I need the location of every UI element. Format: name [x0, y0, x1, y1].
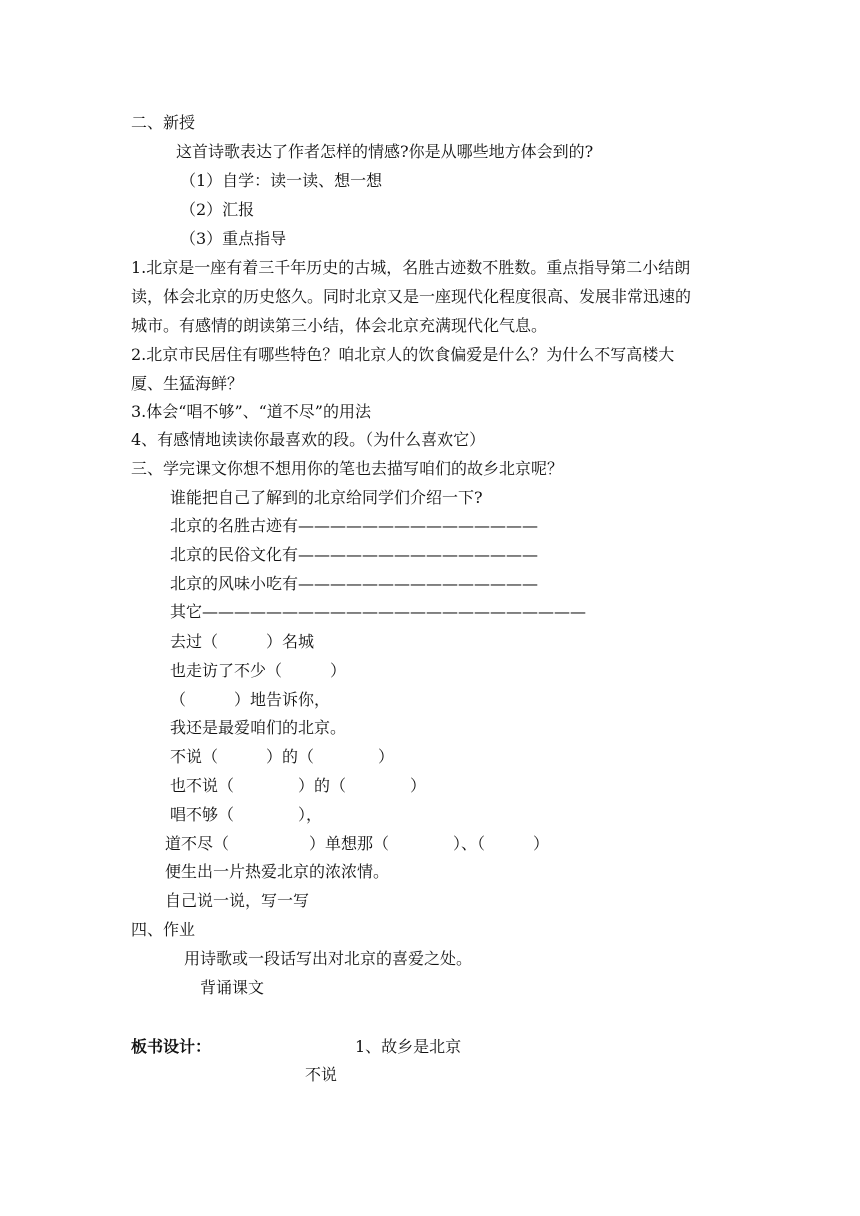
fill-line-4: 其它———————————————————————— [170, 602, 587, 621]
section-4-heading: 四、作业 [131, 920, 196, 939]
board-design-item: 不说 [305, 1065, 338, 1084]
homework-task-1: 用诗歌或一段话写出对北京的喜爱之处。 [184, 949, 473, 968]
point-1-line-1: 1.北京是一座有着三千年历史的古城，名胜古迹数不胜数。重点指导第二小结朗 [131, 258, 691, 277]
section-2-heading: 二、新授 [131, 113, 196, 132]
poem-line-2: 也走访了不少（ ） [170, 661, 347, 680]
poem-line-9: 便生出一片热爱北京的浓浓情。 [165, 862, 390, 881]
board-design-label: 板书设计： [131, 1037, 212, 1056]
section-3-heading: 三、学完课文你想不想用你的笔也去描写咱们的故乡北京呢？ [131, 459, 564, 478]
poem-line-4: 我还是最爱咱们的北京。 [170, 718, 347, 737]
point-1-line-2: 读，体会北京的历史悠久。同时北京又是一座现代化程度很高、发展非常迅速的 [131, 287, 692, 306]
poem-line-5: 不说（ ）的（ ） [170, 747, 395, 766]
poem-line-6: 也不说（ ）的（ ） [170, 776, 427, 795]
fill-line-3: 北京的风味小吃有——————————————— [170, 574, 539, 593]
point-2-line-1: 2.北京市民居住有哪些特色？咱北京人的饮食偏爱是什么？为什么不写高楼大 [131, 345, 675, 364]
point-2-line-2: 厦、生猛海鲜？ [131, 374, 244, 393]
step-1: （1）自学：读一读、想一想 [180, 171, 383, 190]
poem-line-8: 道不尽（ ）单想那（ ）、（ ） [165, 834, 550, 853]
poem-line-10: 自己说一说，写一写 [165, 891, 310, 910]
step-3: （3）重点指导 [180, 229, 287, 248]
point-3: 3.体会“唱不够”、“道不尽”的用法 [131, 402, 371, 421]
section-2-question: 这首诗歌表达了作者怎样的情感?你是从哪些地方体会到的? [176, 142, 594, 161]
point-1-line-3: 城市。有感情的朗读第三小结，体会北京充满现代化气息。 [131, 316, 548, 335]
poem-line-3: （ ）地告诉你， [170, 690, 331, 709]
homework-task-2: 背诵课文 [200, 978, 265, 997]
fill-line-1: 北京的名胜古迹有——————————————— [170, 516, 539, 535]
board-design-title: 1、故乡是北京 [355, 1037, 462, 1056]
fill-line-2: 北京的民俗文化有——————————————— [170, 545, 539, 564]
point-4: 4、有感情地读读你最喜欢的段。（为什么喜欢它） [131, 430, 486, 449]
poem-line-1: 去过（ ）名城 [170, 632, 315, 651]
poem-line-7: 唱不够（ ）， [170, 805, 323, 824]
section-3-prompt: 谁能把自己了解到的北京给同学们介绍一下? [170, 488, 483, 507]
step-2: （2）汇报 [180, 200, 255, 219]
